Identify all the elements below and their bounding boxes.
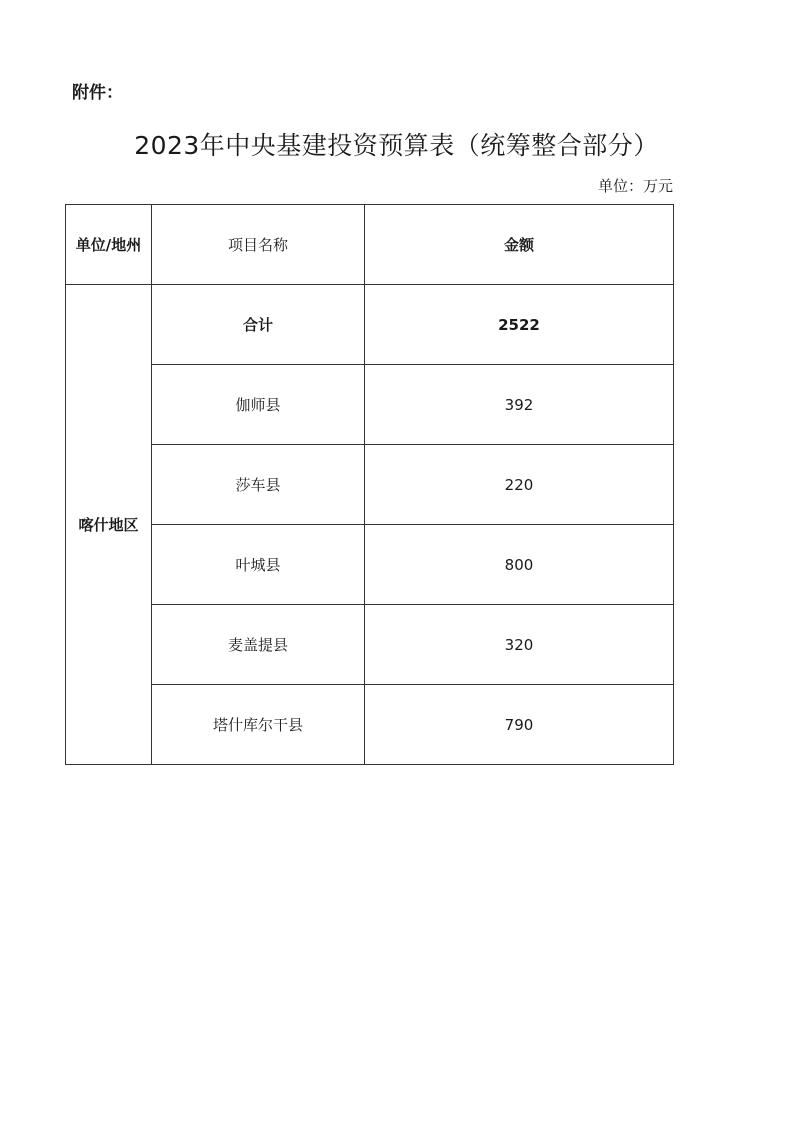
project-amount: 220 [365,445,674,525]
budget-table [65,204,674,765]
table-row [66,365,674,445]
project-amount: 800 [365,525,674,605]
header-amount: 金额 [365,205,674,285]
header-project-name: 项目名称 [152,205,365,285]
project-name: 莎车县 [152,445,365,525]
total-row [66,285,674,365]
table-row [66,445,674,525]
table-row [66,525,674,605]
project-amount: 392 [365,365,674,445]
table-row [66,605,674,685]
table-header-row [66,205,674,285]
project-name: 叶城县 [152,525,365,605]
project-amount: 320 [365,605,674,685]
total-label: 合计 [152,285,365,365]
total-amount: 2522 [365,285,674,365]
unit-note: 单位：万元 [597,177,673,195]
project-name: 塔什库尔干县 [152,685,365,765]
page-title: 2023年中央基建投资预算表（统筹整合部分） [134,131,659,160]
project-amount: 790 [365,685,674,765]
project-name: 伽师县 [152,365,365,445]
region-cell: 喀什地区 [66,285,152,765]
header-region: 单位/地州 [66,205,152,285]
project-name: 麦盖提县 [152,605,365,685]
attachment-label: 附件： [72,83,123,103]
table-row [66,685,674,765]
